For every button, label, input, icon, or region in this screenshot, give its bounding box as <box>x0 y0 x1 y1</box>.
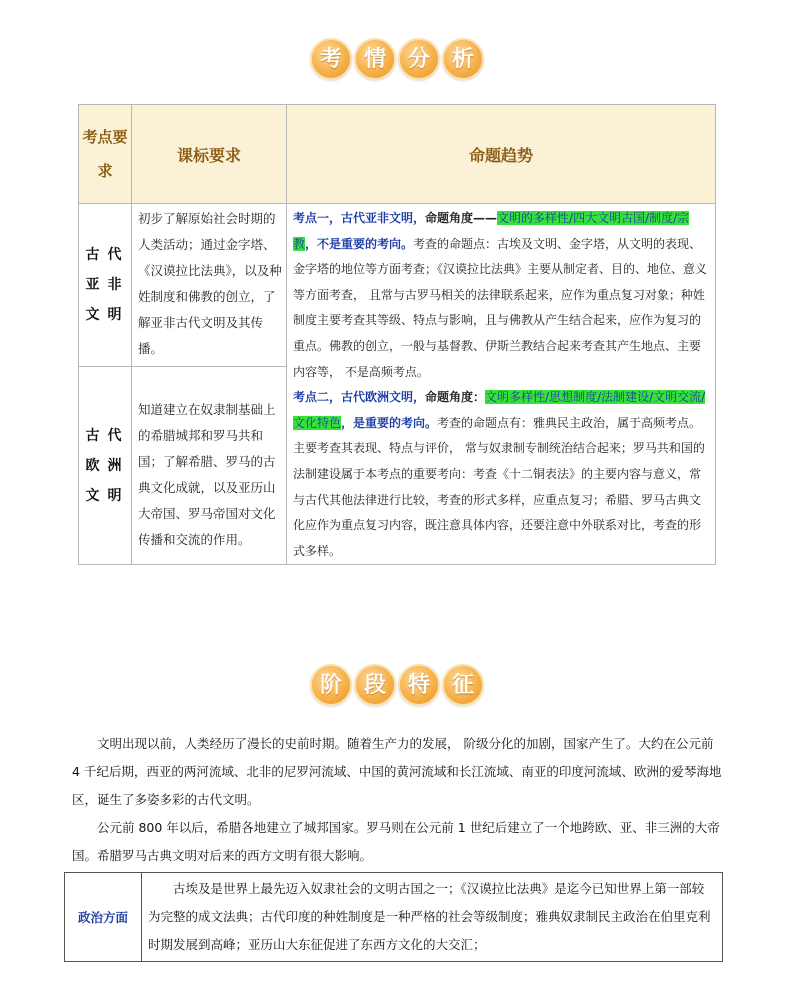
banner-char: 阶 <box>310 664 352 706</box>
section-banner-exam-analysis <box>0 38 794 80</box>
banner-char: 情 <box>354 38 396 80</box>
requirement-asia-africa: 初步了解原始社会时期的人类活动；通过金字塔、《汉谟拉比法典》，以及种姓制度和佛教的创立，了解亚非古代文明及其传播。 <box>132 204 287 367</box>
trend-p1-angle: 命题角度—— <box>425 211 498 225</box>
trend-p1-text: 考查的命题点：古埃及文明、金字塔，从文明的表现、金字塔的地位等方面考查；《汉谟拉比法典》主要从制定者、目的、地位、意义等方面考查， 且常与古罗马相关的法律联系起来，应作为重点复习对象；种姓制度主要考查其等级、特点与影响，且与佛教从产生结合起来，应作为复习的重点。佛教的创立，一般与基督教、伊斯兰教结合起来考查其产生地点、主要内容等， 不是高频考点。 <box>293 236 708 379</box>
banner-char: 征 <box>442 664 484 706</box>
trend-p2-tag: ，是重要的考向。 <box>341 415 438 430</box>
trend-p1-highlight: 文明的多样性/四大文明古国/制度/宗教 <box>293 211 690 251</box>
trend-p2-title: 考点二，古代欧洲文明， <box>293 390 426 405</box>
header-kaodian: 考点要求 <box>79 105 132 204</box>
header-kebiao: 课标要求 <box>132 105 287 204</box>
banner-char: 析 <box>442 38 484 80</box>
trend-point-two <box>293 385 709 564</box>
exam-analysis-table <box>78 104 716 565</box>
section-banner-stage-features <box>0 664 794 706</box>
banner-char: 特 <box>398 664 440 706</box>
trend-point-one <box>293 206 709 385</box>
politics-table <box>64 872 723 962</box>
intro-paragraph-2: 公元前 800 年以后，希腊各地建立了城邦国家。罗马则在公元前 1 世纪后建立了一个地跨欧、亚、非三洲的大帝国。希腊罗马古典文明对后来的西方文明有很大影响。 <box>72 820 720 863</box>
requirement-europe: 知道建立在奴隶制基础上的希腊城邦和罗马共和国；了解希腊、罗马的古典文化成就，以及亚历山大帝国、罗马帝国对文化传播和交流的作用。 <box>132 367 287 565</box>
table-header-row <box>79 105 716 204</box>
trend-p1-title: 考点一，古代亚非文明， <box>293 211 426 225</box>
table-row <box>79 204 716 367</box>
trend-p2-angle: 命题角度： <box>425 390 486 405</box>
trend-p2-text: 考查的命题点有：雅典民主政治，属于高频考点。主要考查其表现、特点与评价， 常与奴隶制专制统治结合起来；罗马共和国的法制建设属于本考点的重要考向：考查《十二铜表法》的主要内容与意义，常与古代其他法律进行比较，考查的形式多样，应重点复习；希腊、罗马古典文化应作为重点复习内容，既注意具体内容，还要注意中外联系对比，考查的形式多样。 <box>293 415 705 558</box>
banner-char: 段 <box>354 664 396 706</box>
row-label-asia-africa: 古代亚非文明 <box>79 204 132 367</box>
header-trend: 命题趋势 <box>287 105 716 204</box>
politics-label: 政治方面 <box>65 873 142 962</box>
trend-p1-tag: ，不是重要的考向。 <box>305 236 414 251</box>
banner-char: 分 <box>398 38 440 80</box>
row-label-europe: 古代欧洲文明 <box>79 367 132 565</box>
intro-paragraph-1: 文明出现以前，人类经历了漫长的史前时期。随着生产力的发展， 阶级分化的加剧，国家产生了。大约在公元前 4 千纪后期，西亚的两河流域、北非的尼罗河流域、中国的黄河流域和长江流域、南亚的印度河流域、欧洲的爱琴海地区，诞生了多姿多彩的古代文明。 <box>72 736 722 807</box>
trend-p2-highlight: 文明多样性/思想制度/法制建设/文明交流/文化特色 <box>293 390 706 430</box>
table-row <box>65 873 723 962</box>
trend-cell <box>287 204 716 565</box>
banner-char: 考 <box>310 38 352 80</box>
politics-text: 古埃及是世界上最先迈入奴隶社会的文明古国之一；《汉谟拉比法典》是迄今已知世界上第一部较为完整的成文法典；古代印度的种姓制度是一种严格的社会等级制度；雅典奴隶制民主政治在伯里克利时期发展到高峰；亚历山大东征促进了东西方文化的大交汇； <box>142 873 723 962</box>
